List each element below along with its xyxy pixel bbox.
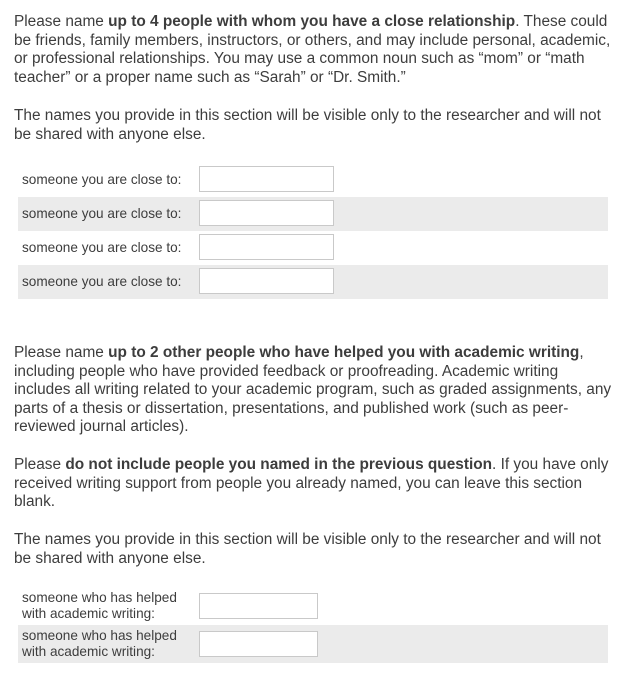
q2-privacy-text: The names you provide in this section will be visible only to the researcher and will not be shared with anyone else. bbox=[14, 531, 601, 567]
q2-exclude-note bbox=[14, 456, 612, 512]
close-person-input-1[interactable] bbox=[199, 166, 334, 192]
q1-row-label: someone you are close to: bbox=[22, 274, 182, 289]
q2-row bbox=[18, 587, 608, 625]
q2-exclude-pre: Please bbox=[14, 456, 66, 473]
q2-row-label: someone who has helped with academic writing: bbox=[22, 590, 177, 621]
writing-helper-input-1[interactable] bbox=[199, 593, 318, 619]
q1-row-label: someone you are close to: bbox=[22, 172, 182, 187]
q2-intro-bold: up to 2 other people who have helped you with academic writing bbox=[108, 344, 580, 361]
q1-row-label: someone you are close to: bbox=[22, 240, 182, 255]
q2-intro-post: , including people who have provided feedback or proofreading. Academic writing includes all writing related to your academic program, such as graded assignments, any parts of a thesis or dissertation, presentations, and published work (such as peer-reviewed journal articles). bbox=[14, 344, 612, 435]
q1-privacy-note bbox=[14, 107, 612, 144]
q2-intro-pre: Please name bbox=[14, 344, 109, 361]
q1-intro bbox=[14, 13, 612, 87]
q1-intro-bold: up to 4 people with whom you have a close relationship bbox=[108, 13, 516, 30]
close-person-input-3[interactable] bbox=[199, 234, 334, 260]
writing-helper-input-2[interactable] bbox=[199, 631, 318, 657]
q1-row-label: someone you are close to: bbox=[22, 206, 182, 221]
close-person-input-2[interactable] bbox=[199, 200, 334, 226]
q1-intro-post: . These could be friends, family members, instructors, or others, and may include personal, academic, or professional relationships. You may use a common noun such as “mom” or “math teacher” or a proper name such as “Sarah” or “Dr. Smith.” bbox=[14, 13, 611, 86]
q1-row bbox=[18, 163, 608, 197]
q2-privacy-note bbox=[14, 531, 612, 568]
q2-row bbox=[18, 625, 608, 663]
q2-intro bbox=[14, 344, 612, 437]
q1-instructions bbox=[14, 13, 612, 87]
close-person-input-4[interactable] bbox=[199, 268, 334, 294]
q1-row bbox=[18, 197, 608, 231]
q2-row-label: someone who has helped with academic writing: bbox=[22, 628, 177, 659]
q2-exclude-bold: do not include people you named in the previous question bbox=[65, 456, 493, 473]
q2-instructions bbox=[14, 344, 612, 437]
q1-row bbox=[18, 265, 608, 299]
q1-name-list bbox=[18, 163, 608, 299]
q1-intro-pre: Please name bbox=[14, 13, 109, 30]
q2-exclude-post: . If you have only received writing support from people you already named, you can leave this section blank. bbox=[14, 456, 609, 510]
q2-name-list bbox=[18, 587, 608, 663]
q2-exclude-text bbox=[14, 456, 612, 512]
q1-privacy-text: The names you provide in this section will be visible only to the researcher and will not be shared with anyone else. bbox=[14, 107, 601, 143]
q1-row bbox=[18, 231, 608, 265]
